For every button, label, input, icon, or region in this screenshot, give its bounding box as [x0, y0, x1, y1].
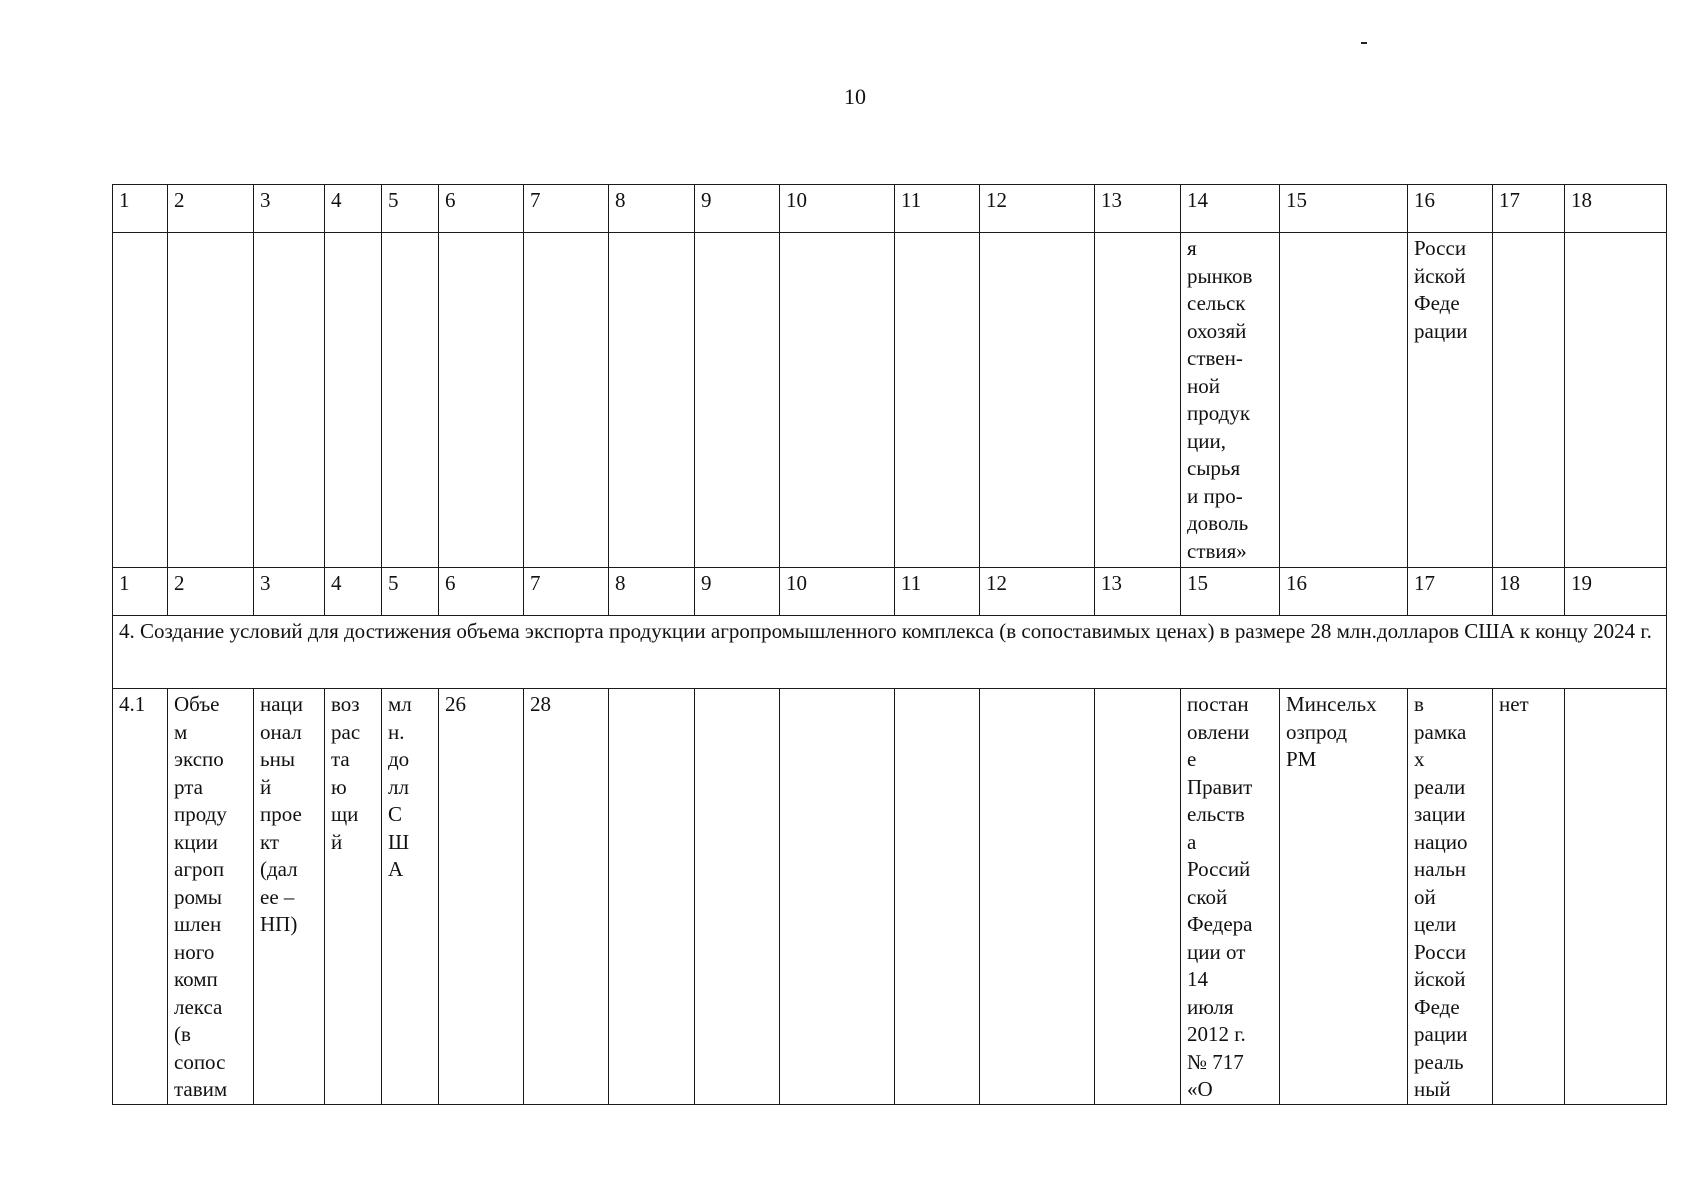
header-cell: 17 [1493, 185, 1565, 233]
header-cell: 6 [439, 185, 524, 233]
header-cell: 11 [895, 568, 980, 616]
responsible-body: Минсельх озпрод РМ [1286, 692, 1377, 771]
linkage-note: в рамка х реали зации нацио нальн ой цели Росси йской Феде рации реаль ный [1414, 692, 1468, 1101]
table-header-row [113, 568, 1667, 616]
header-cell: 4 [325, 185, 382, 233]
header-cell: 17 [1408, 568, 1493, 616]
header-cell: 12 [980, 185, 1095, 233]
table-row [113, 689, 1667, 1105]
header-cell: 3 [254, 568, 325, 616]
header-cell: 7 [524, 185, 609, 233]
base-value: 26 [445, 692, 466, 716]
header-cell: 18 [1493, 568, 1565, 616]
flag-value: нет [1499, 692, 1529, 716]
target-value: 28 [530, 692, 551, 716]
section-row [113, 616, 1667, 689]
header-cell: 10 [780, 568, 895, 616]
header-cell: 10 [780, 185, 895, 233]
section-title: 4. Создание условий для достижения объема экспорта продукции агропромышленного комплекса (в сопоставимых ценах) в размере 28 млн.долларов США к концу 2024 г. [119, 619, 1652, 643]
header-cell: 9 [695, 568, 780, 616]
header-cell: 1 [113, 568, 168, 616]
row-number: 4.1 [119, 692, 146, 716]
header-cell: 18 [1565, 185, 1667, 233]
header-cell: 4 [325, 568, 382, 616]
header-cell: 5 [382, 185, 439, 233]
header-cell: 14 [1181, 185, 1280, 233]
header-cell: 6 [439, 568, 524, 616]
legal-document: постан овлени е Правит ельств а Россий ской Федера ции от 14 июля 2012 г. № 717 «О [1187, 692, 1253, 1101]
header-cell: 8 [609, 568, 695, 616]
header-cell: 16 [1280, 568, 1408, 616]
header-cell: 13 [1095, 185, 1181, 233]
corner-mark [1361, 42, 1367, 44]
page-number: 10 [844, 84, 866, 109]
header-cell: 2 [168, 185, 254, 233]
unit-of-measure: мл н. до лл С Ш А [388, 692, 412, 881]
header-cell: 13 [1095, 568, 1181, 616]
header-cell: 15 [1181, 568, 1280, 616]
header-cell: 5 [382, 568, 439, 616]
table-header-row [113, 185, 1667, 233]
header-cell: 19 [1565, 568, 1667, 616]
header-cell: 9 [695, 185, 780, 233]
header-cell: 11 [895, 185, 980, 233]
indicator-name: Объе м экспо рта проду кции агроп ромы шлен ного комп лекса (в сопос тавим [174, 692, 228, 1101]
header-cell: 12 [980, 568, 1095, 616]
header-cell: 15 [1280, 185, 1408, 233]
header-cell: 3 [254, 185, 325, 233]
indicator-trend: воз рас та ю щи й [331, 692, 361, 854]
header-cell: 16 [1408, 185, 1493, 233]
header-cell: 7 [524, 568, 609, 616]
continuation-row [113, 233, 1667, 568]
table-cell: Росси йской Феде рации [1414, 236, 1468, 343]
header-cell: 8 [609, 185, 695, 233]
table-cell: я рынков сельск охозяй ствен- ной продук ции, сырья и про- доволь ствия» [1187, 236, 1253, 563]
data-table [112, 184, 1667, 1105]
header-cell: 1 [113, 185, 168, 233]
header-cell: 2 [168, 568, 254, 616]
indicator-level: наци онал ьны й прое кт (дал ее – НП) [260, 692, 304, 936]
